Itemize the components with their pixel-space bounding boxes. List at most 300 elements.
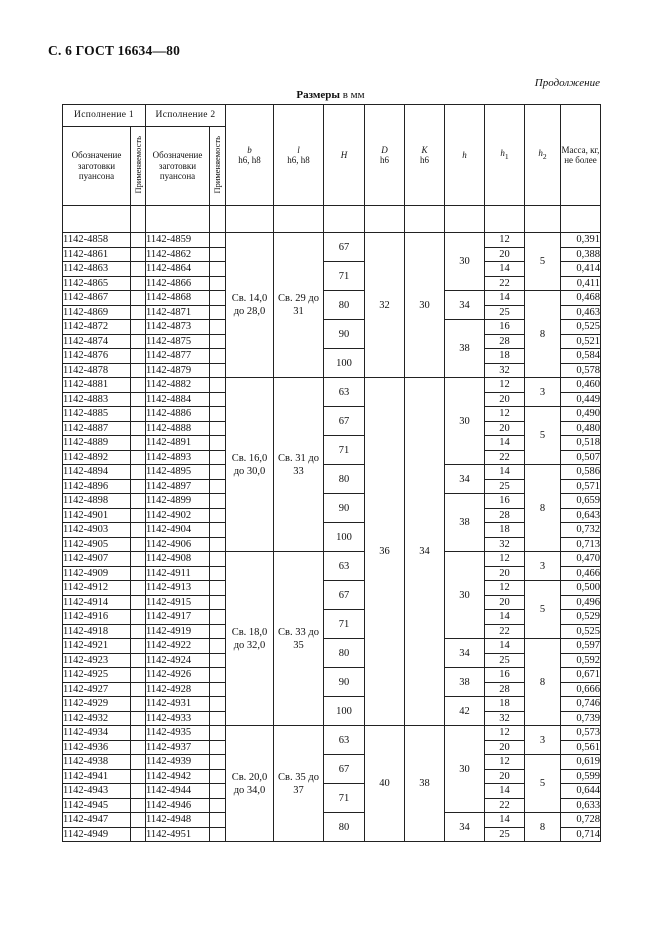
D-value-cell: 32 <box>365 233 405 378</box>
exec1-code-cell: 1142-4945 <box>63 798 131 813</box>
exec2-code-cell: 1142-4919 <box>146 624 210 639</box>
exec1-applicability-cell <box>131 755 146 770</box>
exec2-code-cell: 1142-4888 <box>146 421 210 436</box>
exec2-applicability-cell <box>210 740 226 755</box>
exec1-applicability-cell <box>131 363 146 378</box>
exec2-code-cell: 1142-4922 <box>146 639 210 654</box>
exec1-applicability-cell <box>131 508 146 523</box>
exec2-code-cell: 1142-4937 <box>146 740 210 755</box>
page-title: С. 6 ГОСТ 16634—80 <box>48 43 181 58</box>
exec2-applicability-cell <box>210 508 226 523</box>
h1-value-cell: 12 <box>485 378 525 393</box>
exec1-applicability-cell <box>131 465 146 480</box>
table-row <box>63 465 601 480</box>
h1-value-cell: 32 <box>485 363 525 378</box>
mass-value-cell: 0,480 <box>561 421 601 436</box>
exec1-applicability-text: Применяемость <box>132 135 143 194</box>
H-value-cell: 71 <box>324 784 365 813</box>
exec2-code-cell: 1142-4864 <box>146 262 210 277</box>
exec2-code-cell: 1142-4884 <box>146 392 210 407</box>
table-row <box>63 639 601 654</box>
mass-value-cell: 0,466 <box>561 566 601 581</box>
h1-value-cell: 14 <box>485 813 525 828</box>
exec1-code-cell: 1142-4947 <box>63 813 131 828</box>
h1-value-cell: 22 <box>485 450 525 465</box>
mass-value-cell: 0,414 <box>561 262 601 277</box>
b-header <box>226 105 274 206</box>
exec2-applicability-cell <box>210 523 226 538</box>
exec1-applicability-cell <box>131 798 146 813</box>
exec1-code-cell: 1142-4901 <box>63 508 131 523</box>
H-value-cell: 67 <box>324 407 365 436</box>
exec2-code-cell: 1142-4891 <box>146 436 210 451</box>
exec1-applicability-cell <box>131 697 146 712</box>
h2-subscript: 2 <box>542 151 547 161</box>
h2-value-cell: 3 <box>525 552 561 581</box>
exec2-applicability-cell <box>210 334 226 349</box>
table-row <box>63 697 601 712</box>
exec1-code-cell: 1142-4921 <box>63 639 131 654</box>
exec1-applicability-cell <box>131 581 146 596</box>
mass-value-cell: 0,468 <box>561 291 601 306</box>
table-row <box>63 494 601 509</box>
mass-value-cell: 0,411 <box>561 276 601 291</box>
h1-value-cell: 18 <box>485 697 525 712</box>
exec1-code-cell: 1142-4949 <box>63 827 131 842</box>
exec2-code-cell: 1142-4886 <box>146 407 210 422</box>
table-row <box>63 668 601 683</box>
table-row <box>63 436 601 451</box>
exec1-applicability-cell <box>131 450 146 465</box>
exec1-code-cell: 1142-4903 <box>63 523 131 538</box>
mass-value-cell: 0,619 <box>561 755 601 770</box>
K-value-cell: 34 <box>405 378 445 726</box>
h1-value-cell: 16 <box>485 320 525 335</box>
exec1-code-cell: 1142-4938 <box>63 755 131 770</box>
mass-value-cell: 0,732 <box>561 523 601 538</box>
table-row <box>63 349 601 364</box>
mass-value-cell: 0,518 <box>561 436 601 451</box>
exec1-code-cell: 1142-4881 <box>63 378 131 393</box>
table-row <box>63 320 601 335</box>
exec2-code-cell: 1142-4871 <box>146 305 210 320</box>
h1-value-cell: 20 <box>485 769 525 784</box>
exec1-code-cell: 1142-4889 <box>63 436 131 451</box>
h1-value-cell: 28 <box>485 334 525 349</box>
exec2-code-cell: 1142-4931 <box>146 697 210 712</box>
H-value-cell: 100 <box>324 523 365 552</box>
exec2-applicability-cell <box>210 566 226 581</box>
h2-value-cell: 5 <box>525 755 561 813</box>
K-tolerance: h6 <box>420 155 429 165</box>
exec2-applicability-cell <box>210 552 226 567</box>
mass-header: Масса, кг, не более <box>561 105 601 206</box>
h2-value-cell: 5 <box>525 407 561 465</box>
exec2-header: Исполнение 2 <box>146 105 226 127</box>
exec2-applicability-cell <box>210 639 226 654</box>
h2-value-cell: 5 <box>525 581 561 639</box>
exec2-code-cell: 1142-4873 <box>146 320 210 335</box>
exec2-code-cell: 1142-4893 <box>146 450 210 465</box>
exec2-applicability-cell <box>210 755 226 770</box>
exec2-code-cell: 1142-4946 <box>146 798 210 813</box>
exec2-applicability-cell <box>210 784 226 799</box>
exec2-applicability-cell <box>210 668 226 683</box>
exec1-applicability-cell <box>131 552 146 567</box>
dimensions-table <box>62 104 601 842</box>
exec2-code-cell: 1142-4928 <box>146 682 210 697</box>
K-value-cell: 30 <box>405 233 445 378</box>
H-value-cell: 63 <box>324 726 365 755</box>
h1-value-cell: 12 <box>485 552 525 567</box>
H-value-cell: 90 <box>324 320 365 349</box>
exec1-applicability-cell <box>131 291 146 306</box>
exec1-code-cell: 1142-4927 <box>63 682 131 697</box>
continuation-label: Продолжение <box>534 77 600 89</box>
H-value-cell: 80 <box>324 639 365 668</box>
exec1-code-cell: 1142-4941 <box>63 769 131 784</box>
h-value-cell: 30 <box>445 233 485 291</box>
exec2-code-cell: 1142-4908 <box>146 552 210 567</box>
D-value-cell: 40 <box>365 726 405 842</box>
exec1-applicability-cell <box>131 566 146 581</box>
exec1-applicability-cell <box>131 320 146 335</box>
exec1-code-cell: 1142-4932 <box>63 711 131 726</box>
exec1-applicability-cell <box>131 784 146 799</box>
exec2-code-cell: 1142-4944 <box>146 784 210 799</box>
exec2-code-cell: 1142-4882 <box>146 378 210 393</box>
mass-value-cell: 0,529 <box>561 610 601 625</box>
l-header <box>274 105 324 206</box>
exec1-applicability-cell <box>131 653 146 668</box>
exec2-code-cell: 1142-4868 <box>146 291 210 306</box>
mass-value-cell: 0,746 <box>561 697 601 712</box>
mass-value-cell: 0,573 <box>561 726 601 741</box>
exec2-code-cell: 1142-4951 <box>146 827 210 842</box>
units-caption <box>0 89 661 101</box>
table-row <box>63 581 601 596</box>
exec2-code-cell: 1142-4911 <box>146 566 210 581</box>
exec1-code-cell: 1142-4918 <box>63 624 131 639</box>
exec2-applicability-cell <box>210 363 226 378</box>
mass-value-cell: 0,496 <box>561 595 601 610</box>
h-value-cell: 30 <box>445 552 485 639</box>
exec1-code-cell: 1142-4869 <box>63 305 131 320</box>
h-value-cell: 42 <box>445 697 485 726</box>
mass-value-cell: 0,643 <box>561 508 601 523</box>
H-value-cell: 80 <box>324 813 365 842</box>
table-row <box>63 291 601 306</box>
h1-value-cell: 14 <box>485 610 525 625</box>
exec2-code-cell: 1142-4942 <box>146 769 210 784</box>
h2-header <box>525 105 561 206</box>
exec2-applicability-cell <box>210 349 226 364</box>
header-spacer-row <box>63 206 601 233</box>
exec2-code-cell: 1142-4933 <box>146 711 210 726</box>
exec2-applicability-cell <box>210 262 226 277</box>
exec1-code-cell: 1142-4929 <box>63 697 131 712</box>
exec2-code-cell: 1142-4939 <box>146 755 210 770</box>
exec1-applicability-cell <box>131 523 146 538</box>
exec2-applicability-cell <box>210 798 226 813</box>
h1-header <box>485 105 525 206</box>
mass-value-cell: 0,500 <box>561 581 601 596</box>
exec2-applicability-cell <box>210 320 226 335</box>
h1-value-cell: 22 <box>485 624 525 639</box>
exec1-applicability-cell <box>131 421 146 436</box>
exec2-code-cell: 1142-4895 <box>146 465 210 480</box>
h-value-cell: 34 <box>445 465 485 494</box>
exec2-code-cell: 1142-4862 <box>146 247 210 262</box>
l-range-cell: Св. 31 до 33 <box>274 378 324 552</box>
table-row <box>63 755 601 770</box>
mass-value-cell: 0,633 <box>561 798 601 813</box>
exec1-applicability-cell <box>131 305 146 320</box>
b-symbol: b <box>247 144 252 155</box>
exec1-applicability-cell <box>131 349 146 364</box>
exec2-applicability-cell <box>210 465 226 480</box>
exec1-applicability-cell <box>131 233 146 248</box>
exec1-applicability-cell <box>131 537 146 552</box>
h1-subscript: 1 <box>504 151 509 161</box>
mass-value-cell: 0,584 <box>561 349 601 364</box>
exec1-code-cell: 1142-4925 <box>63 668 131 683</box>
h1-value-cell: 25 <box>485 827 525 842</box>
D-tolerance: h6 <box>380 155 389 165</box>
mass-value-cell: 0,739 <box>561 711 601 726</box>
table-row <box>63 378 601 393</box>
exec1-applicability-cell <box>131 682 146 697</box>
h2-value-cell: 8 <box>525 813 561 842</box>
h-value-cell: 30 <box>445 378 485 465</box>
exec1-designation-header: Обозначение заготовки пуансона <box>63 127 131 206</box>
exec2-applicability-cell <box>210 421 226 436</box>
units-caption-rest: в мм <box>339 89 365 101</box>
H-header <box>324 105 365 206</box>
l-tolerance: h6, h8 <box>287 155 310 165</box>
H-value-cell: 63 <box>324 552 365 581</box>
mass-value-cell: 0,728 <box>561 813 601 828</box>
exec1-applicability-cell <box>131 479 146 494</box>
l-range-cell: Св. 35 до 37 <box>274 726 324 842</box>
exec2-applicability-cell <box>210 827 226 842</box>
h-value-cell: 34 <box>445 813 485 842</box>
D-value-cell: 36 <box>365 378 405 726</box>
mass-value-cell: 0,597 <box>561 639 601 654</box>
exec2-applicability-cell <box>210 291 226 306</box>
D-header <box>365 105 405 206</box>
exec2-applicability-cell <box>210 726 226 741</box>
exec1-applicability-cell <box>131 610 146 625</box>
exec2-applicability-cell <box>210 247 226 262</box>
exec2-code-cell: 1142-4899 <box>146 494 210 509</box>
h1-value-cell: 25 <box>485 479 525 494</box>
table-row <box>63 407 601 422</box>
mass-value-cell: 0,713 <box>561 537 601 552</box>
table-row <box>63 726 601 741</box>
exec1-applicability-cell <box>131 668 146 683</box>
H-value-cell: 80 <box>324 291 365 320</box>
mass-value-cell: 0,592 <box>561 653 601 668</box>
exec1-code-cell: 1142-4863 <box>63 262 131 277</box>
exec1-applicability-cell <box>131 740 146 755</box>
mass-value-cell: 0,666 <box>561 682 601 697</box>
exec2-applicability-cell <box>210 682 226 697</box>
exec1-code-cell: 1142-4876 <box>63 349 131 364</box>
exec1-applicability-cell <box>131 494 146 509</box>
table-row <box>63 610 601 625</box>
h-symbol: h <box>462 149 467 160</box>
h1-value-cell: 14 <box>485 639 525 654</box>
H-value-cell: 71 <box>324 610 365 639</box>
H-value-cell: 100 <box>324 697 365 726</box>
exec2-applicability-cell <box>210 450 226 465</box>
exec1-applicability-cell <box>131 378 146 393</box>
exec2-applicability-cell <box>210 813 226 828</box>
exec1-header: Исполнение 1 <box>63 105 146 127</box>
exec2-code-cell: 1142-4875 <box>146 334 210 349</box>
h1-value-cell: 16 <box>485 668 525 683</box>
exec1-code-cell: 1142-4878 <box>63 363 131 378</box>
exec2-code-cell: 1142-4897 <box>146 479 210 494</box>
mass-value-cell: 0,460 <box>561 378 601 393</box>
table-row <box>63 813 601 828</box>
h-value-cell: 38 <box>445 494 485 552</box>
exec1-code-cell: 1142-4934 <box>63 726 131 741</box>
exec1-code-cell: 1142-4883 <box>63 392 131 407</box>
table-row <box>63 552 601 567</box>
exec2-applicability-cell <box>210 305 226 320</box>
mass-value-cell: 0,521 <box>561 334 601 349</box>
mass-value-cell: 0,449 <box>561 392 601 407</box>
units-caption-bold: Размеры <box>296 89 340 101</box>
h2-symbol: h <box>538 147 543 158</box>
K-header <box>405 105 445 206</box>
h1-value-cell: 18 <box>485 349 525 364</box>
exec1-code-cell: 1142-4936 <box>63 740 131 755</box>
H-value-cell: 90 <box>324 668 365 697</box>
H-value-cell: 67 <box>324 755 365 784</box>
mass-value-cell: 0,470 <box>561 552 601 567</box>
h1-value-cell: 28 <box>485 682 525 697</box>
h2-value-cell: 8 <box>525 465 561 552</box>
h1-value-cell: 12 <box>485 726 525 741</box>
exec2-code-cell: 1142-4917 <box>146 610 210 625</box>
exec2-code-cell: 1142-4926 <box>146 668 210 683</box>
exec1-code-cell: 1142-4943 <box>63 784 131 799</box>
exec2-applicability-cell <box>210 378 226 393</box>
h1-value-cell: 12 <box>485 407 525 422</box>
exec1-applicability-cell <box>131 407 146 422</box>
h1-value-cell: 14 <box>485 465 525 480</box>
exec2-code-cell: 1142-4904 <box>146 523 210 538</box>
h1-value-cell: 12 <box>485 755 525 770</box>
h-value-cell: 34 <box>445 639 485 668</box>
l-range-cell: Св. 33 до 35 <box>274 552 324 726</box>
H-value-cell: 80 <box>324 465 365 494</box>
exec2-applicability-cell <box>210 494 226 509</box>
b-range-cell: Св. 16,0 до 30,0 <box>226 378 274 552</box>
h-value-cell: 30 <box>445 726 485 813</box>
exec1-applicability-cell <box>131 436 146 451</box>
h1-value-cell: 22 <box>485 798 525 813</box>
exec1-applicability-cell <box>131 769 146 784</box>
h2-value-cell: 3 <box>525 726 561 755</box>
exec2-applicability-cell <box>210 711 226 726</box>
mass-value-cell: 0,525 <box>561 624 601 639</box>
mass-value-cell: 0,391 <box>561 233 601 248</box>
exec2-applicability-cell <box>210 233 226 248</box>
exec1-applicability-cell <box>131 711 146 726</box>
exec2-applicability-cell <box>210 697 226 712</box>
H-value-cell: 67 <box>324 581 365 610</box>
h1-value-cell: 32 <box>485 711 525 726</box>
exec1-applicability-cell <box>131 392 146 407</box>
mass-value-cell: 0,714 <box>561 827 601 842</box>
mass-value-cell: 0,490 <box>561 407 601 422</box>
exec2-designation-header: Обозначение заготовки пуансона <box>146 127 210 206</box>
exec2-applicability-cell <box>210 537 226 552</box>
b-range-cell: Св. 18,0 до 32,0 <box>226 552 274 726</box>
exec1-applicability-cell <box>131 639 146 654</box>
h1-value-cell: 14 <box>485 262 525 277</box>
h1-value-cell: 18 <box>485 523 525 538</box>
b-range-cell: Св. 14,0 до 28,0 <box>226 233 274 378</box>
exec1-code-cell: 1142-4907 <box>63 552 131 567</box>
h2-value-cell: 8 <box>525 639 561 726</box>
h1-symbol: h <box>500 147 505 158</box>
exec1-code-cell: 1142-4865 <box>63 276 131 291</box>
exec1-applicability-cell <box>131 247 146 262</box>
exec1-code-cell: 1142-4912 <box>63 581 131 596</box>
H-value-cell: 71 <box>324 262 365 291</box>
h-header <box>445 105 485 206</box>
exec1-code-cell: 1142-4887 <box>63 421 131 436</box>
H-value-cell: 71 <box>324 436 365 465</box>
exec2-applicability-cell <box>210 276 226 291</box>
exec1-code-cell: 1142-4905 <box>63 537 131 552</box>
table-row <box>63 233 601 248</box>
exec2-code-cell: 1142-4859 <box>146 233 210 248</box>
h1-value-cell: 14 <box>485 291 525 306</box>
h1-value-cell: 28 <box>485 508 525 523</box>
table-row <box>63 262 601 277</box>
mass-value-cell: 0,659 <box>561 494 601 509</box>
H-symbol: H <box>340 149 348 160</box>
h1-value-cell: 32 <box>485 537 525 552</box>
mass-value-cell: 0,463 <box>561 305 601 320</box>
exec2-code-cell: 1142-4948 <box>146 813 210 828</box>
mass-value-cell: 0,507 <box>561 450 601 465</box>
exec1-applicability-cell <box>131 624 146 639</box>
exec2-applicability-cell <box>210 436 226 451</box>
mass-value-cell: 0,599 <box>561 769 601 784</box>
exec2-code-cell: 1142-4913 <box>146 581 210 596</box>
l-range-cell: Св. 29 до 31 <box>274 233 324 378</box>
H-value-cell: 90 <box>324 494 365 523</box>
exec1-applicability-cell <box>131 595 146 610</box>
exec1-applicability-cell <box>131 276 146 291</box>
exec1-code-cell: 1142-4858 <box>63 233 131 248</box>
K-value-cell: 38 <box>405 726 445 842</box>
exec1-code-cell: 1142-4898 <box>63 494 131 509</box>
h-value-cell: 38 <box>445 320 485 378</box>
h1-value-cell: 20 <box>485 247 525 262</box>
exec1-code-cell: 1142-4894 <box>63 465 131 480</box>
exec2-code-cell: 1142-4906 <box>146 537 210 552</box>
exec1-applicability-cell <box>131 813 146 828</box>
exec1-code-cell: 1142-4923 <box>63 653 131 668</box>
